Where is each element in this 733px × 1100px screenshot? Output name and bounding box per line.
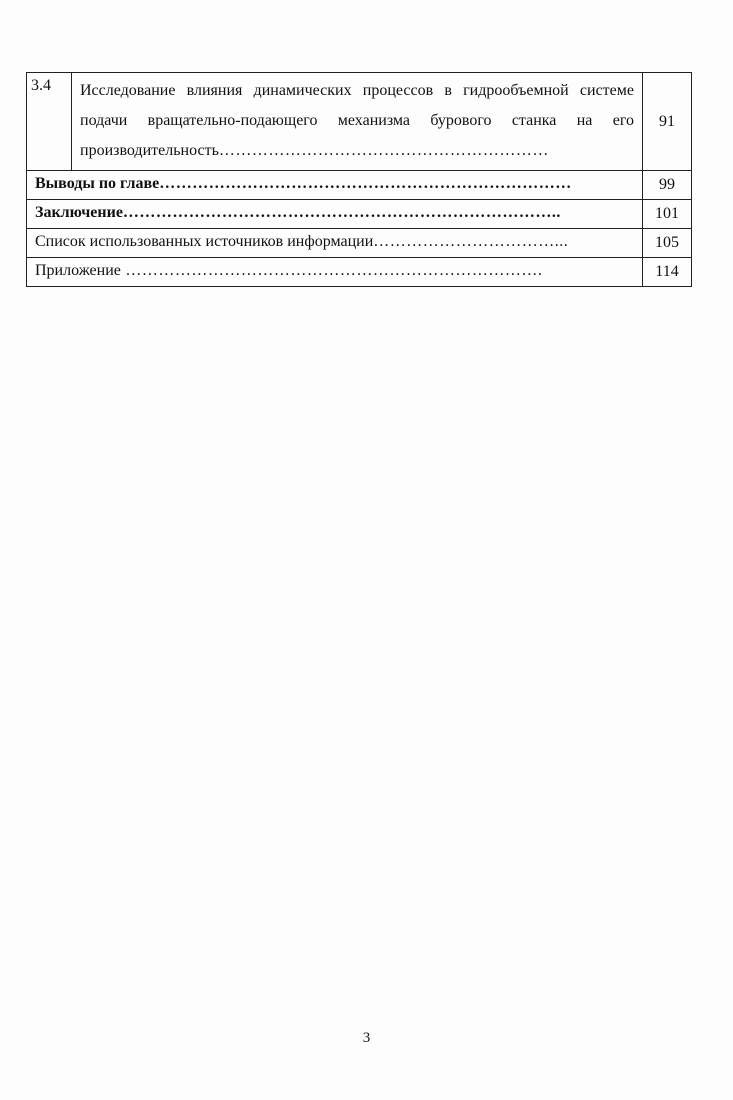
toc-row-page: 91 [643, 73, 692, 171]
toc-leader-dots: ……………………………... [373, 233, 569, 250]
toc-row-page: 101 [643, 200, 692, 229]
toc-row-title [27, 258, 643, 287]
toc-row-page: 99 [643, 171, 692, 200]
toc-row-title [27, 171, 643, 200]
table-of-contents [26, 72, 692, 287]
toc-leader-dots: ………………………………………………………………… [159, 175, 572, 192]
toc-row-3-4 [27, 73, 692, 171]
toc-title-text: Список использованных источников информации [35, 233, 374, 250]
toc-row-title [72, 73, 643, 171]
toc-row-page: 105 [643, 229, 692, 258]
toc-title-text: Заключение [35, 204, 123, 221]
toc-row-number: 3.4 [27, 73, 72, 171]
toc-row-page: 114 [643, 258, 692, 287]
toc-row-title [27, 229, 643, 258]
toc-leader-dots: …………………………………………………………………….. [122, 204, 561, 221]
toc-row-conclusion [27, 200, 692, 229]
toc-row-references [27, 229, 692, 258]
toc-leader-dots: …………………………………………………………………. [120, 262, 543, 279]
toc-row-appendix [27, 258, 692, 287]
toc-title-text: Выводы по главе [35, 175, 160, 192]
toc-title-text: Приложение [35, 262, 121, 279]
toc-row-conclusions-chapter [27, 171, 692, 200]
toc-row-title [27, 200, 643, 229]
toc-title-text: Исследование влияния динамических процессов в гидрообъемной системе подачи вращательно-подающего механизма бурового станка на его производительность [80, 82, 634, 159]
toc-leader-dots: …………………………………………………… [218, 142, 549, 159]
page-number: 3 [362, 1030, 371, 1046]
